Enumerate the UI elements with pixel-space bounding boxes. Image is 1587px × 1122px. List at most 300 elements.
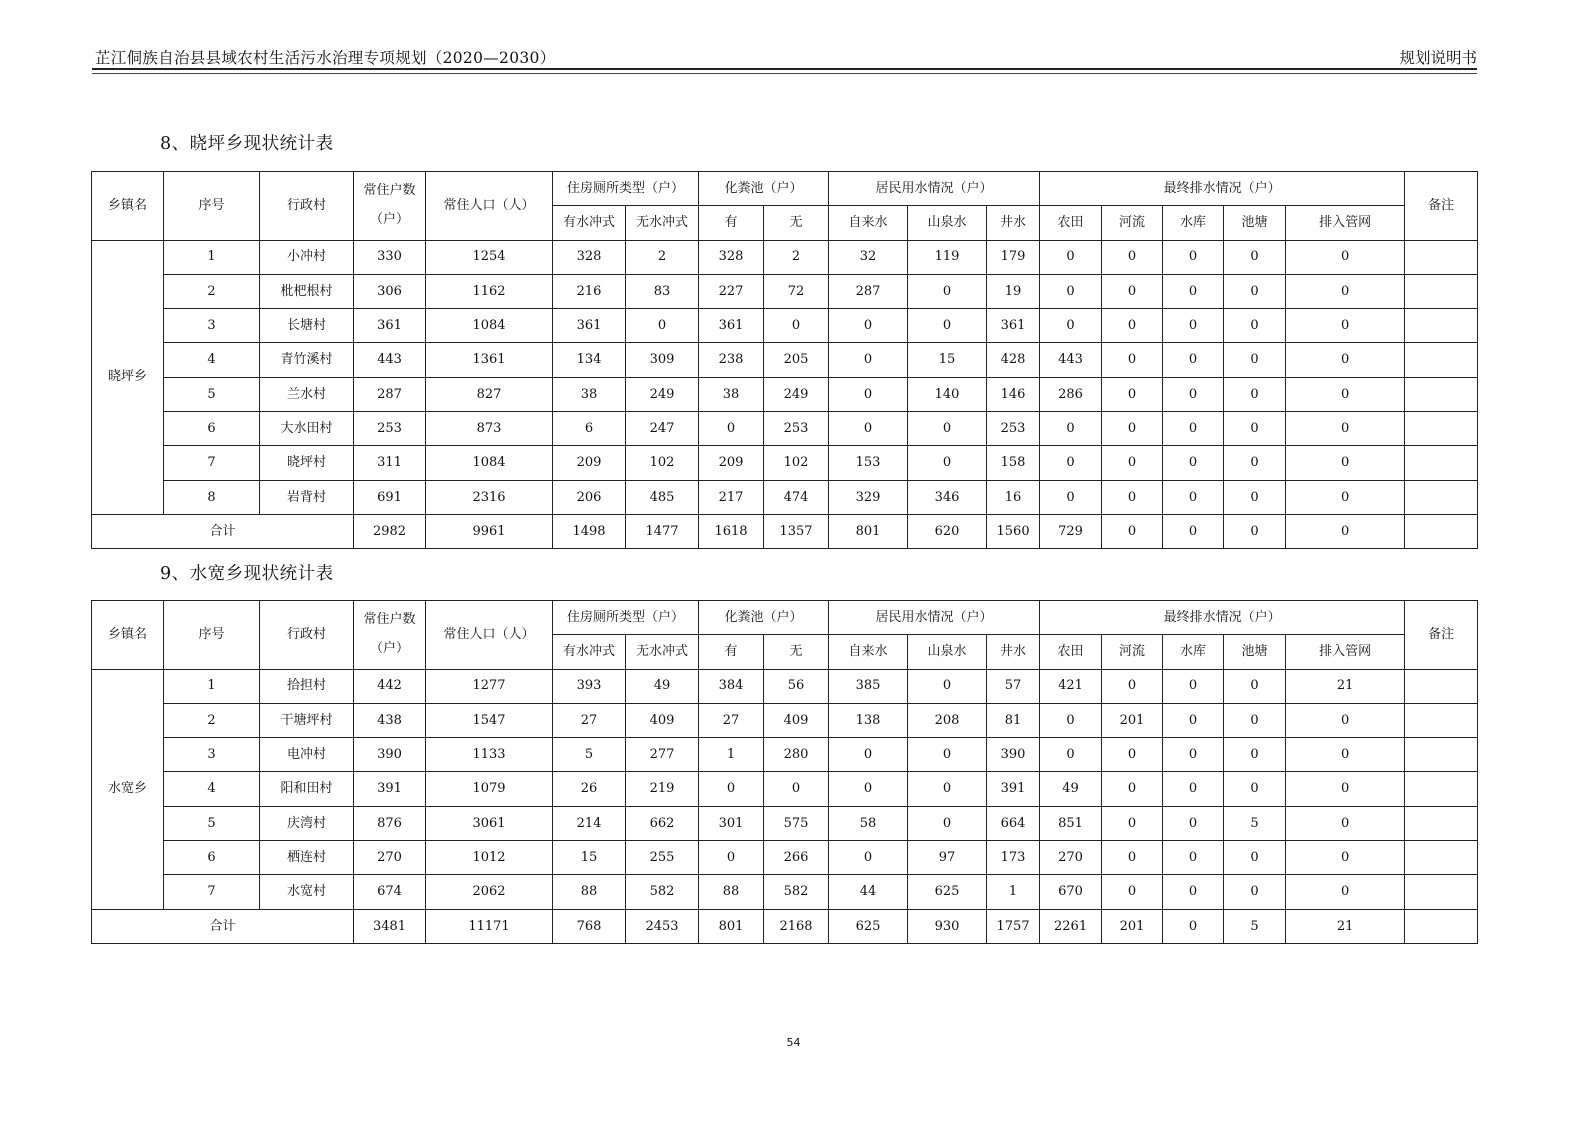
table-cell: 0 — [1102, 343, 1163, 377]
table-cell: 361 — [699, 309, 764, 343]
table-cell — [1405, 343, 1478, 377]
table-row — [92, 806, 1478, 840]
table-cell: 0 — [1224, 738, 1286, 772]
table-cell: 1162 — [426, 274, 553, 308]
table-cell: 0 — [1102, 309, 1163, 343]
col-header-water-well: 井水 — [987, 635, 1040, 669]
col-header-households-unit: （户） — [369, 211, 409, 227]
table-cell: 1361 — [426, 343, 553, 377]
table-cell: 102 — [764, 446, 829, 480]
table-cell — [1405, 240, 1478, 274]
col-header-septic: 化粪池（户） — [699, 601, 829, 635]
table-cell: 851 — [1040, 806, 1102, 840]
table-cell: 329 — [829, 480, 908, 514]
table-cell: 2 — [626, 240, 699, 274]
table-cell: 173 — [987, 841, 1040, 875]
col-header-water: 居民用水情况（户） — [829, 601, 1040, 635]
table-cell: 0 — [1224, 309, 1286, 343]
table-cell: 15 — [553, 841, 626, 875]
table-cell: 361 — [553, 309, 626, 343]
table-cell: 328 — [699, 240, 764, 274]
table-cell: 1 — [987, 875, 1040, 909]
table-cell: 0 — [829, 738, 908, 772]
total-cell — [1405, 909, 1478, 943]
table-cell: 214 — [553, 806, 626, 840]
table-cell: 1079 — [426, 772, 553, 806]
table-cell: 0 — [1224, 377, 1286, 411]
col-header-drain-river: 河流 — [1102, 206, 1163, 240]
total-cell: 0 — [1163, 909, 1224, 943]
table-cell: 0 — [1102, 377, 1163, 411]
table-cell — [1405, 841, 1478, 875]
table-cell: 0 — [829, 841, 908, 875]
table-cell: 0 — [1102, 446, 1163, 480]
table-cell: 0 — [1102, 806, 1163, 840]
table-cell: 83 — [626, 274, 699, 308]
total-cell: 2453 — [626, 909, 699, 943]
table-cell: 0 — [764, 772, 829, 806]
table-cell: 1 — [699, 738, 764, 772]
table-cell: 0 — [699, 412, 764, 446]
total-cell: 768 — [553, 909, 626, 943]
table-cell: 7 — [164, 875, 260, 909]
table-cell: 0 — [829, 412, 908, 446]
table-cell: 280 — [764, 738, 829, 772]
table-cell: 443 — [1040, 343, 1102, 377]
table-cell: 0 — [1163, 841, 1224, 875]
table-cell: 0 — [908, 309, 987, 343]
table-cell: 0 — [1224, 480, 1286, 514]
table-cell: 201 — [1102, 703, 1163, 737]
table-cell: 217 — [699, 480, 764, 514]
total-cell: 3481 — [354, 909, 426, 943]
table-cell: 0 — [829, 377, 908, 411]
total-cell — [1405, 514, 1478, 548]
table-cell: 0 — [1163, 240, 1224, 274]
col-header-septic-yes: 有 — [699, 206, 764, 240]
table-cell: 6 — [164, 412, 260, 446]
table-cell: 827 — [426, 377, 553, 411]
table-cell: 0 — [1040, 480, 1102, 514]
col-header-water-tap: 自来水 — [829, 635, 908, 669]
table-cell: 249 — [764, 377, 829, 411]
table-row — [92, 274, 1478, 308]
table-cell: 阳和田村 — [260, 772, 354, 806]
table-cell: 428 — [987, 343, 1040, 377]
total-label: 合计 — [92, 909, 354, 943]
table-cell: 286 — [1040, 377, 1102, 411]
table-cell: 361 — [987, 309, 1040, 343]
table-cell: 干塘坪村 — [260, 703, 354, 737]
table-cell: 0 — [1163, 772, 1224, 806]
col-header-town: 乡镇名 — [92, 172, 164, 241]
col-header-toilet-noflush: 无水冲式 — [626, 206, 699, 240]
col-header-drain-sewer: 排入管网 — [1286, 635, 1405, 669]
table-cell: 19 — [987, 274, 1040, 308]
table-cell: 72 — [764, 274, 829, 308]
table-cell — [1405, 412, 1478, 446]
col-header-water: 居民用水情况（户） — [829, 172, 1040, 206]
table-cell: 277 — [626, 738, 699, 772]
town-name-cell: 水宽乡 — [92, 669, 164, 909]
table-cell: 346 — [908, 480, 987, 514]
table-cell: 0 — [1102, 480, 1163, 514]
table-cell — [1405, 806, 1478, 840]
table-cell: 0 — [1163, 738, 1224, 772]
table-cell: 253 — [987, 412, 1040, 446]
table-cell: 88 — [699, 875, 764, 909]
table-cell: 长塘村 — [260, 309, 354, 343]
table-cell: 0 — [1286, 446, 1405, 480]
table-cell: 393 — [553, 669, 626, 703]
table-cell: 0 — [1286, 309, 1405, 343]
col-header-seq: 序号 — [164, 172, 260, 241]
table-cell: 0 — [1224, 274, 1286, 308]
total-cell: 625 — [829, 909, 908, 943]
table-cell: 227 — [699, 274, 764, 308]
table-cell: 0 — [908, 274, 987, 308]
table-cell: 枇杷根村 — [260, 274, 354, 308]
table-cell: 582 — [626, 875, 699, 909]
table-cell: 5 — [164, 377, 260, 411]
total-cell: 620 — [908, 514, 987, 548]
table-row — [92, 875, 1478, 909]
table-cell: 0 — [908, 446, 987, 480]
col-header-town: 乡镇名 — [92, 601, 164, 670]
table-cell: 691 — [354, 480, 426, 514]
table-row — [92, 343, 1478, 377]
table-cell: 56 — [764, 669, 829, 703]
table-cell: 49 — [1040, 772, 1102, 806]
table-row — [92, 412, 1478, 446]
table-cell: 1254 — [426, 240, 553, 274]
table-cell: 0 — [1040, 274, 1102, 308]
total-cell: 0 — [1163, 514, 1224, 548]
table-cell: 5 — [164, 806, 260, 840]
header-doc-type: 规划说明书 — [1399, 49, 1477, 67]
stat-table-xiaoping — [91, 171, 1478, 549]
table-cell: 电冲村 — [260, 738, 354, 772]
col-header-drain: 最终排水情况（户） — [1040, 172, 1405, 206]
table-cell: 266 — [764, 841, 829, 875]
table-cell: 0 — [1286, 274, 1405, 308]
total-cell: 9961 — [426, 514, 553, 548]
col-header-drain-field: 农田 — [1040, 206, 1102, 240]
table-cell: 0 — [1224, 240, 1286, 274]
table-cell — [1405, 738, 1478, 772]
table-cell: 0 — [1224, 446, 1286, 480]
table-cell: 1012 — [426, 841, 553, 875]
table-total-row — [92, 909, 1478, 943]
total-cell: 11171 — [426, 909, 553, 943]
table-cell: 0 — [1040, 412, 1102, 446]
table-row — [92, 841, 1478, 875]
total-cell: 801 — [699, 909, 764, 943]
total-cell: 1757 — [987, 909, 1040, 943]
table-cell: 390 — [354, 738, 426, 772]
table-cell: 88 — [553, 875, 626, 909]
table-cell: 0 — [1102, 875, 1163, 909]
table-cell: 390 — [987, 738, 1040, 772]
table-header-row — [92, 601, 1478, 635]
table-cell: 32 — [829, 240, 908, 274]
table-cell — [1405, 377, 1478, 411]
table-cell: 0 — [1163, 412, 1224, 446]
header-rule-thin — [92, 73, 1477, 74]
table-row — [92, 480, 1478, 514]
table-cell: 岩背村 — [260, 480, 354, 514]
page-number: 54 — [786, 1036, 801, 1049]
table-cell — [1405, 703, 1478, 737]
table-cell: 253 — [354, 412, 426, 446]
table-cell: 102 — [626, 446, 699, 480]
table-cell: 409 — [626, 703, 699, 737]
total-cell: 2982 — [354, 514, 426, 548]
col-header-toilet: 住房厕所类型（户） — [553, 601, 699, 635]
table-cell: 26 — [553, 772, 626, 806]
table-cell: 0 — [1163, 343, 1224, 377]
table-cell: 330 — [354, 240, 426, 274]
table-cell: 0 — [829, 772, 908, 806]
table-cell: 270 — [1040, 841, 1102, 875]
table-cell: 38 — [553, 377, 626, 411]
table-cell: 384 — [699, 669, 764, 703]
total-label: 合计 — [92, 514, 354, 548]
table-cell: 57 — [987, 669, 1040, 703]
table-cell: 179 — [987, 240, 1040, 274]
table-row — [92, 669, 1478, 703]
table-cell: 664 — [987, 806, 1040, 840]
table-cell: 1277 — [426, 669, 553, 703]
table-cell: 6 — [164, 841, 260, 875]
table-cell: 5 — [553, 738, 626, 772]
table-title-xiaoping: 8、晓坪乡现状统计表 — [160, 134, 334, 154]
col-header-households-label: 常住户数 — [363, 612, 416, 628]
table-cell: 44 — [829, 875, 908, 909]
table-cell: 1 — [164, 669, 260, 703]
table-cell: 2316 — [426, 480, 553, 514]
table-cell: 662 — [626, 806, 699, 840]
table-cell: 97 — [908, 841, 987, 875]
table-cell: 7 — [164, 446, 260, 480]
table-cell: 253 — [764, 412, 829, 446]
table-cell: 兰水村 — [260, 377, 354, 411]
table-cell: 0 — [1163, 806, 1224, 840]
table-cell: 0 — [1163, 274, 1224, 308]
col-header-water-spring: 山泉水 — [908, 635, 987, 669]
table-cell: 0 — [1163, 480, 1224, 514]
table-cell: 栖连村 — [260, 841, 354, 875]
table-cell: 0 — [1040, 738, 1102, 772]
table-cell: 247 — [626, 412, 699, 446]
col-header-septic-no: 无 — [764, 206, 829, 240]
table-cell: 庆湾村 — [260, 806, 354, 840]
table-cell: 6 — [553, 412, 626, 446]
total-cell: 0 — [1286, 514, 1405, 548]
table-row — [92, 703, 1478, 737]
table-cell — [1405, 669, 1478, 703]
table-cell: 575 — [764, 806, 829, 840]
table-cell: 0 — [1040, 240, 1102, 274]
table-cell — [1405, 772, 1478, 806]
table-cell: 4 — [164, 343, 260, 377]
col-header-drain-river: 河流 — [1102, 635, 1163, 669]
table-cell: 1133 — [426, 738, 553, 772]
total-cell: 729 — [1040, 514, 1102, 548]
table-cell: 205 — [764, 343, 829, 377]
table-cell: 4 — [164, 772, 260, 806]
total-cell: 0 — [1224, 514, 1286, 548]
table-cell: 301 — [699, 806, 764, 840]
table-cell: 287 — [829, 274, 908, 308]
table-cell: 140 — [908, 377, 987, 411]
table-cell: 3 — [164, 309, 260, 343]
col-header-drain-reservoir: 水库 — [1163, 635, 1224, 669]
table-cell: 287 — [354, 377, 426, 411]
table-cell: 0 — [1286, 738, 1405, 772]
col-header-toilet-flush: 有水冲式 — [553, 206, 626, 240]
table-cell: 0 — [1102, 772, 1163, 806]
table-cell: 670 — [1040, 875, 1102, 909]
total-cell: 1560 — [987, 514, 1040, 548]
table-cell: 0 — [908, 669, 987, 703]
total-cell: 0 — [1102, 514, 1163, 548]
col-header-septic: 化粪池（户） — [699, 172, 829, 206]
table-cell: 0 — [1224, 772, 1286, 806]
table-cell: 38 — [699, 377, 764, 411]
table-cell: 0 — [1102, 240, 1163, 274]
table-cell: 0 — [908, 806, 987, 840]
table-cell: 0 — [1163, 377, 1224, 411]
table-cell: 208 — [908, 703, 987, 737]
table-cell: 270 — [354, 841, 426, 875]
table-title-shuikuan: 9、水宽乡现状统计表 — [160, 564, 334, 584]
table-cell: 443 — [354, 343, 426, 377]
table-cell: 216 — [553, 274, 626, 308]
table-cell: 153 — [829, 446, 908, 480]
table-cell: 0 — [1102, 669, 1163, 703]
table-cell: 27 — [553, 703, 626, 737]
col-header-toilet-noflush: 无水冲式 — [626, 635, 699, 669]
table-cell: 0 — [829, 343, 908, 377]
table-cell: 15 — [908, 343, 987, 377]
col-header-drain: 最终排水情况（户） — [1040, 601, 1405, 635]
table-cell: 876 — [354, 806, 426, 840]
table-cell: 0 — [1286, 841, 1405, 875]
table-cell: 水宽村 — [260, 875, 354, 909]
table-cell — [1405, 480, 1478, 514]
table-cell: 0 — [1286, 772, 1405, 806]
table-cell: 8 — [164, 480, 260, 514]
table-cell: 0 — [1286, 480, 1405, 514]
stat-table-shuikuan — [91, 600, 1478, 944]
table-cell: 晓坪村 — [260, 446, 354, 480]
table-cell: 0 — [764, 309, 829, 343]
table-cell: 1084 — [426, 309, 553, 343]
table-row — [92, 738, 1478, 772]
table-row — [92, 446, 1478, 480]
total-cell: 1618 — [699, 514, 764, 548]
table-cell: 0 — [1163, 703, 1224, 737]
table-row — [92, 309, 1478, 343]
table-cell: 0 — [1286, 412, 1405, 446]
total-cell: 2261 — [1040, 909, 1102, 943]
table-row — [92, 772, 1478, 806]
col-header-water-tap: 自来水 — [829, 206, 908, 240]
table-cell: 0 — [699, 841, 764, 875]
table-cell: 大水田村 — [260, 412, 354, 446]
table-cell: 0 — [1224, 412, 1286, 446]
total-cell: 1357 — [764, 514, 829, 548]
table-cell: 49 — [626, 669, 699, 703]
col-header-toilet-flush: 有水冲式 — [553, 635, 626, 669]
table-cell: 0 — [1286, 240, 1405, 274]
table-cell: 158 — [987, 446, 1040, 480]
table-cell: 81 — [987, 703, 1040, 737]
table-cell: 442 — [354, 669, 426, 703]
table-cell: 385 — [829, 669, 908, 703]
table-cell: 拾担村 — [260, 669, 354, 703]
table-cell: 0 — [626, 309, 699, 343]
table-cell: 255 — [626, 841, 699, 875]
table-cell: 328 — [553, 240, 626, 274]
table-cell: 306 — [354, 274, 426, 308]
col-header-drain-reservoir: 水库 — [1163, 206, 1224, 240]
col-header-village: 行政村 — [260, 601, 354, 670]
col-header-households — [354, 601, 426, 670]
table-cell: 0 — [1224, 669, 1286, 703]
table-cell: 青竹溪村 — [260, 343, 354, 377]
table-cell: 1 — [164, 240, 260, 274]
col-header-drain-pond: 池塘 — [1224, 206, 1286, 240]
table-cell: 0 — [1286, 343, 1405, 377]
table-cell: 206 — [553, 480, 626, 514]
table-cell: 0 — [1040, 309, 1102, 343]
table-cell: 0 — [1286, 875, 1405, 909]
table-cell: 474 — [764, 480, 829, 514]
table-header-row — [92, 172, 1478, 206]
table-cell: 0 — [1286, 377, 1405, 411]
col-header-drain-field: 农田 — [1040, 635, 1102, 669]
town-name-cell: 晓坪乡 — [92, 240, 164, 514]
table-cell: 391 — [987, 772, 1040, 806]
table-cell: 3 — [164, 738, 260, 772]
table-cell: 219 — [626, 772, 699, 806]
table-cell: 0 — [908, 772, 987, 806]
table-cell: 138 — [829, 703, 908, 737]
table-cell: 0 — [1163, 446, 1224, 480]
col-header-households — [354, 172, 426, 241]
table-row — [92, 240, 1478, 274]
table-cell: 16 — [987, 480, 1040, 514]
table-cell: 0 — [1163, 309, 1224, 343]
table-cell — [1405, 875, 1478, 909]
col-header-households-label: 常住户数 — [363, 183, 416, 199]
table-cell: 582 — [764, 875, 829, 909]
col-header-households-unit: （户） — [369, 640, 409, 656]
total-cell: 2168 — [764, 909, 829, 943]
table-cell: 361 — [354, 309, 426, 343]
table-cell: 0 — [1163, 875, 1224, 909]
table-cell: 0 — [1040, 446, 1102, 480]
col-header-septic-no: 无 — [764, 635, 829, 669]
table-cell: 309 — [626, 343, 699, 377]
table-cell: 0 — [699, 772, 764, 806]
col-header-septic-yes: 有 — [699, 635, 764, 669]
table-cell: 209 — [553, 446, 626, 480]
table-cell: 2 — [764, 240, 829, 274]
total-cell: 930 — [908, 909, 987, 943]
